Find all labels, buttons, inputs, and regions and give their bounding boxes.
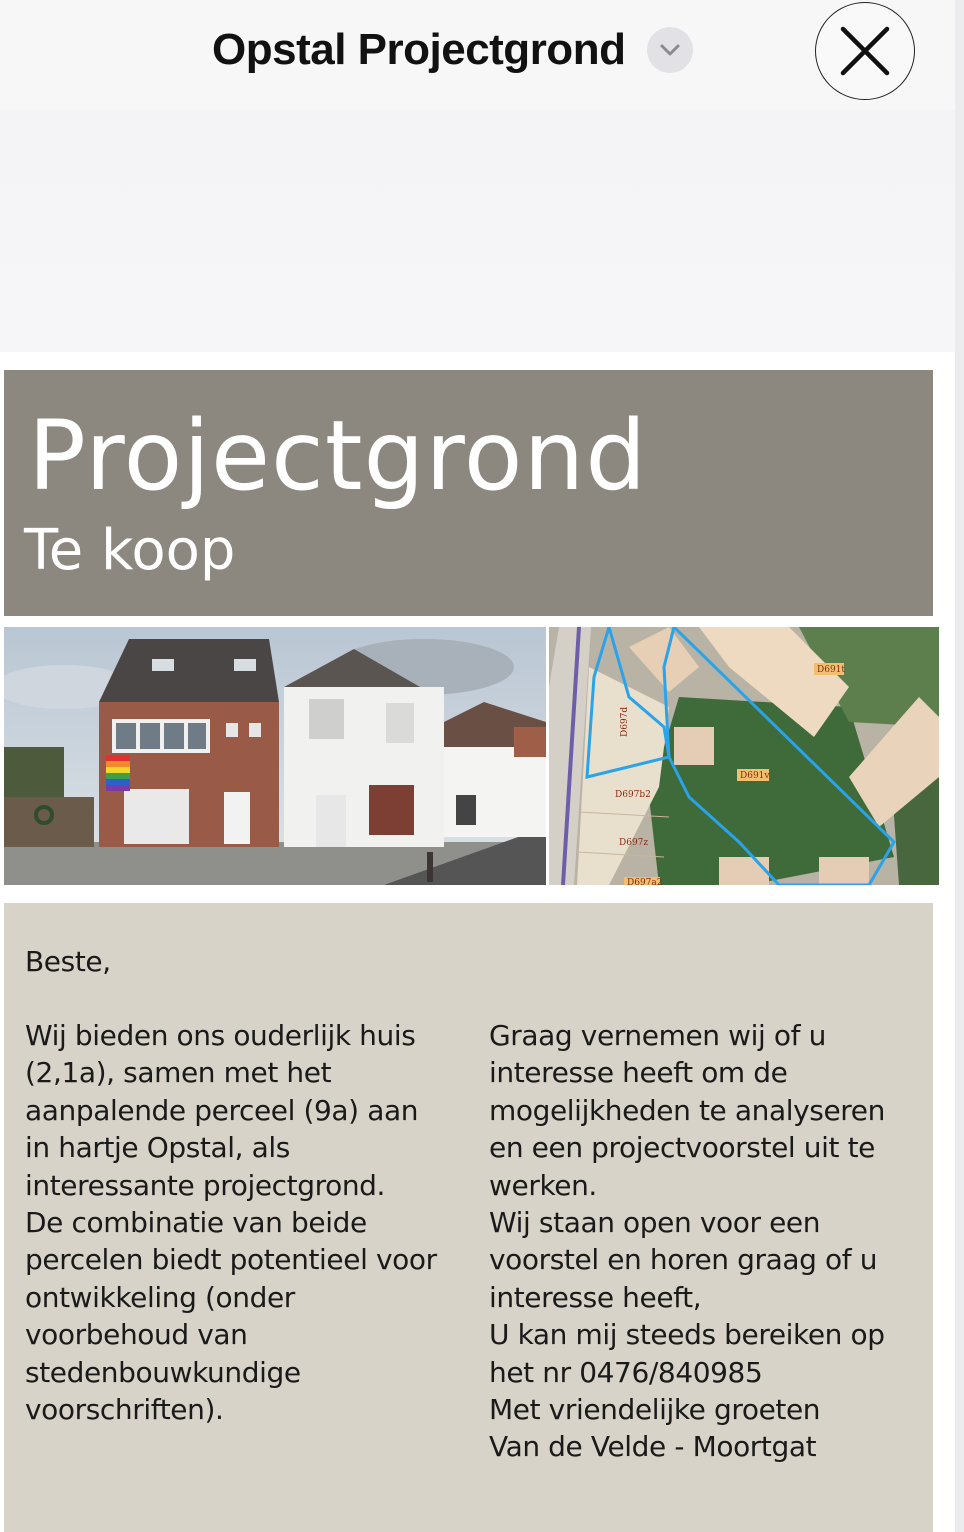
letter-line: De combinatie van beide [25, 1206, 367, 1240]
map-label-3: D697d [620, 706, 630, 737]
banner-subtitle: Te koop [24, 518, 236, 583]
letter-line: mogelijkheden te analyseren [489, 1093, 885, 1127]
page-title: Opstal Projectgrond [212, 25, 626, 74]
letter-signature: Van de Velde - Moortgat [489, 1430, 817, 1464]
close-button[interactable] [815, 2, 915, 100]
letter-box [4, 903, 933, 1532]
top-bar [0, 0, 964, 110]
map-label-2: D691v [740, 771, 770, 781]
map-label-6: D697a2 [627, 878, 663, 885]
scroll-edge [955, 0, 964, 1532]
letter-line: percelen biedt potentieel voor [25, 1243, 437, 1277]
letter-line: en een projectvoorstel uit te [489, 1131, 875, 1165]
letter-line: Wij bieden ons ouderlijk huis [25, 1019, 416, 1052]
map-label-5: D697z [619, 838, 649, 848]
letter-line: interesse heeft om de [489, 1056, 788, 1090]
map-label-1: D691t [817, 665, 846, 675]
letter-line: werken. [489, 1168, 597, 1202]
cadastral-map [549, 627, 939, 885]
letter-line: stedenbouwkundige [25, 1355, 301, 1389]
letter-right-column [489, 1017, 929, 1466]
close-icon [839, 25, 891, 77]
empty-header-area [0, 110, 964, 352]
letter-line: voorschriften). [25, 1393, 224, 1427]
letter-line: interessante projectgrond. [25, 1168, 386, 1202]
house-photo [4, 627, 546, 885]
letter-line: (2,1a), samen met het [25, 1056, 332, 1090]
letter-line: voorbehoud van [25, 1318, 248, 1352]
map-label-4: D697b2 [615, 790, 651, 800]
letter-line: U kan mij steeds bereiken op [489, 1318, 885, 1352]
letter-greeting: Beste, [25, 945, 111, 978]
title-dropdown[interactable] [212, 22, 693, 78]
letter-line: in hartje Opstal, als [25, 1131, 290, 1165]
letter-line: interesse heeft, [489, 1280, 702, 1314]
flyer-banner [4, 370, 933, 616]
letter-line: Wij staan open voor een [489, 1206, 821, 1240]
letter-line: voorstel en horen graag of u [489, 1243, 878, 1277]
phone-number[interactable]: het nr 0476/840985 [489, 1355, 763, 1389]
letter-line: Graag vernemen wij of u [489, 1019, 826, 1052]
banner-title: Projectgrond [28, 400, 648, 512]
letter-line: aanpalende perceel (9a) aan [25, 1093, 419, 1127]
chevron-down-icon[interactable] [647, 27, 693, 73]
letter-line: Met vriendelijke groeten [489, 1393, 821, 1427]
letter-line: ontwikkeling (onder [25, 1280, 295, 1314]
letter-left-column [25, 1017, 465, 1428]
